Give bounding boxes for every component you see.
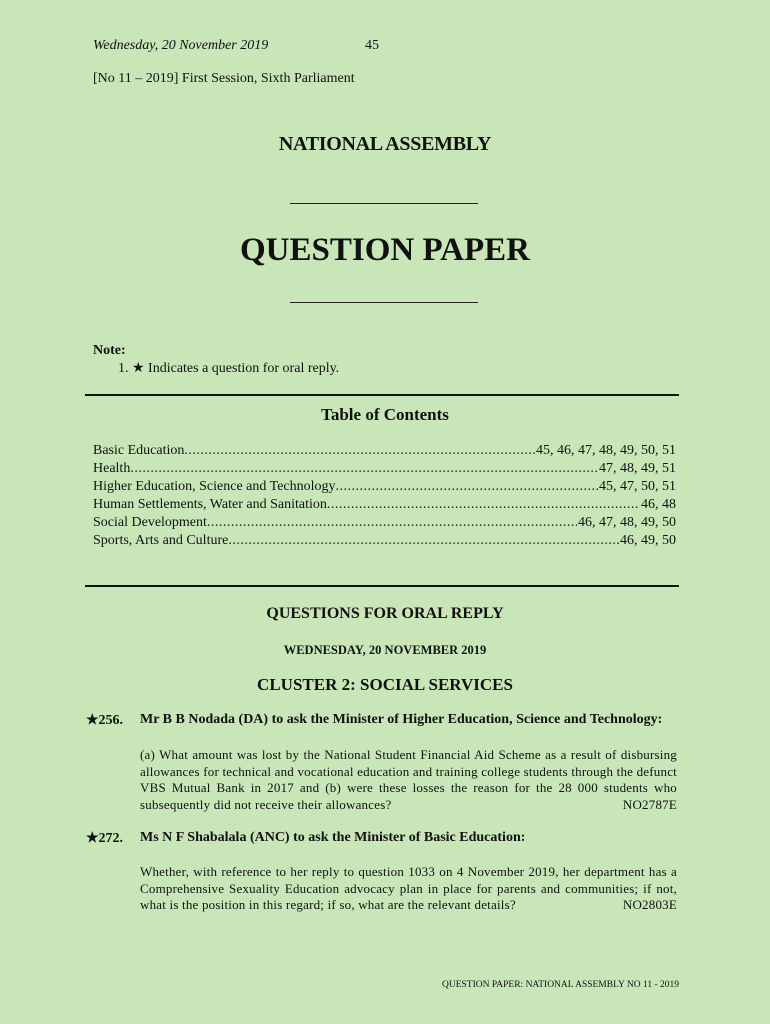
question-paper-title: QUESTION PAPER — [239, 232, 530, 268]
table-of-contents — [93, 442, 676, 550]
toc-entry-pages: 46, 48 — [641, 497, 676, 512]
toc-entry-pages: 45, 46, 47, 48, 49, 50, 51 — [536, 443, 676, 458]
page-footer: QUESTION PAPER: NATIONAL ASSEMBLY NO 11 - 2019 — [441, 980, 679, 990]
question-reference: NO2787E — [622, 796, 677, 812]
toc-entry[interactable] — [93, 496, 676, 514]
toc-entry[interactable] — [93, 478, 676, 496]
toc-entry[interactable] — [93, 532, 676, 550]
question-heading: Ms N F Shabalala (ANC) to ask the Minister of Basic Education: — [140, 830, 526, 845]
oral-reply-date: WEDNESDAY, 20 NOVEMBER 2019 — [283, 643, 487, 657]
toc-entry-name: Higher Education, Science and Technology — [93, 479, 336, 494]
page-number: 45 — [365, 38, 379, 53]
toc-entry[interactable] — [93, 442, 676, 460]
toc-entry-name: Human Settlements, Water and Sanitation — [93, 497, 327, 512]
question-body — [140, 747, 677, 813]
question-text: Whether, with reference to her reply to question 1033 on 4 November 2019, her department has a Comprehensive Sexuality Education advocacy plan in place for parents and communities; if not, what is the position in this regard; if so, what are the relevant details? — [140, 864, 677, 913]
toc-entry-pages: 46, 49, 50 — [620, 533, 676, 548]
question-text: (a) What amount was lost by the National Student Financial Aid Scheme as a result of disbursing allowances for technical and vocational education and training college students through the defunct VBS Mutual Bank in 2017 and (b) were these losses the reason for the 28 000 students who subsequently did not receive their allowances? — [140, 747, 677, 812]
toc-entry-pages: 47, 48, 49, 51 — [599, 461, 676, 476]
question-number: ★272. — [86, 831, 124, 846]
toc-entry-name: Health — [93, 461, 131, 476]
question-heading: Mr B B Nodada (DA) to ask the Minister of Higher Education, Science and Technology: — [140, 712, 663, 727]
toc-title: Table of Contents — [321, 405, 449, 424]
toc-entry-pages: 46, 47, 48, 49, 50 — [578, 515, 676, 530]
title-divider-bottom — [290, 302, 478, 303]
toc-entry-name: Social Development — [93, 515, 207, 530]
note-label: Note: — [93, 343, 126, 358]
oral-reply-title: QUESTIONS FOR ORAL REPLY — [266, 605, 504, 622]
toc-entry-pages: 45, 47, 50, 51 — [599, 479, 676, 494]
toc-divider-bottom — [85, 585, 679, 587]
title-divider-top — [290, 203, 478, 204]
session-info: [No 11 – 2019] First Session, Sixth Parliament — [93, 71, 355, 86]
question-reference: NO2803E — [622, 897, 677, 913]
cluster-heading: CLUSTER 2: SOCIAL SERVICES — [257, 675, 513, 694]
question-body — [140, 864, 677, 914]
toc-entry-name: Sports, Arts and Culture — [93, 533, 229, 548]
question-number: ★256. — [86, 713, 124, 728]
assembly-title: NATIONAL ASSEMBLY — [278, 133, 492, 155]
toc-entry[interactable] — [93, 460, 676, 478]
toc-divider-top — [85, 394, 679, 396]
toc-entry[interactable] — [93, 514, 676, 532]
note-item: 1. ★ Indicates a question for oral reply. — [118, 361, 340, 376]
toc-entry-name: Basic Education — [93, 443, 185, 458]
header-date: Wednesday, 20 November 2019 — [93, 38, 269, 53]
